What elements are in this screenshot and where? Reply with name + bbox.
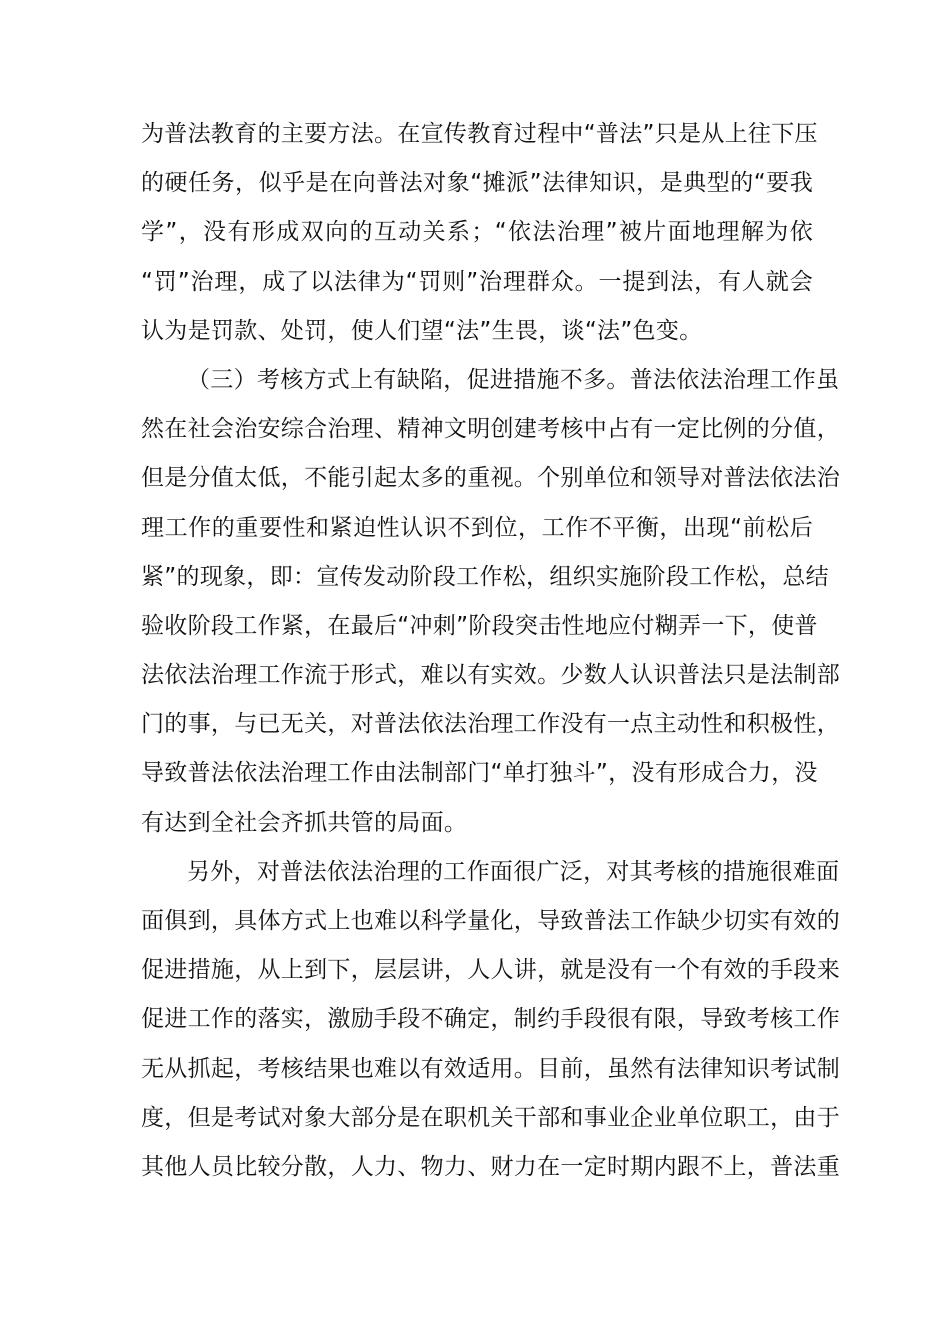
text-line: （三）考核方式上有缺陷，促进措施不多。普法依法治理工作虽 — [187, 366, 840, 393]
text-line: 验收阶段工作紧，在最后“冲刺”阶段突击性地应付糊弄一下，使普 — [141, 612, 818, 639]
text-line: 理工作的重要性和紧迫性认识不到位，工作不平衡，出现“前松后 — [141, 514, 813, 541]
text-line: 无从抓起，考核结果也难以有效适用。目前，虽然有法律知识考试制 — [141, 1055, 840, 1082]
text-line: 为普法教育的主要方法。在宣传教育过程中“普法”只是从上往下压 — [141, 121, 818, 147]
text-line: 门的事，与已无关，对普法依法治理工作没有一点主动性和积极性， — [141, 711, 840, 738]
text-line: 有达到全社会齐抓共管的局面。 — [141, 809, 468, 836]
text-line: 但是分值太低，不能引起太多的重视。个别单位和领导对普法依法治 — [141, 465, 840, 492]
text-line: 促进工作的落实，激励手段不确定，制约手段很有限，导致考核工作 — [141, 1006, 840, 1033]
text-line: 认为是罚款、处罚，使人们望“法”生畏，谈“法”色变。 — [141, 317, 703, 344]
text-line: 然在社会治安综合治理、精神文明创建考核中占有一定比例的分值， — [141, 416, 840, 443]
text-line: 导致普法依法治理工作由法制部门“单打独斗”，没有形成合力，没 — [141, 760, 818, 787]
text-line: 紧”的现象，即：宣传发动阶段工作松，组织实施阶段工作松，总结 — [141, 563, 829, 590]
text-line: 促进措施，从上到下，层层讲，人人讲，就是没有一个有效的手段来 — [141, 957, 840, 984]
text-line: 面俱到，具体方式上也难以科学量化，导致普法工作缺少切实有效的 — [141, 908, 840, 934]
body-text — [141, 110, 840, 1192]
text-line: 另外，对普法依法治理的工作面很广泛，对其考核的措施很难面 — [187, 858, 840, 885]
text-line: 学”，没有形成双向的互动关系；“依法治理”被片面地理解为依 — [141, 219, 813, 246]
text-line: 度，但是考试对象大部分是在职机关干部和事业企业单位职工，由于 — [141, 1104, 840, 1131]
text-line: 法依法治理工作流于形式，难以有实效。少数人认识普法只是法制部 — [141, 662, 840, 689]
text-line: “罚”治理，成了以法律为“罚则”治理群众。一提到法，有人就会 — [141, 268, 813, 295]
text-line: 的硬任务，似乎是在向普法对象“摊派”法律知识，是典型的“要我 — [141, 170, 813, 197]
text-line: 其他人员比较分散，人力、物力、财力在一定时期内跟不上，普法重 — [141, 1153, 840, 1180]
